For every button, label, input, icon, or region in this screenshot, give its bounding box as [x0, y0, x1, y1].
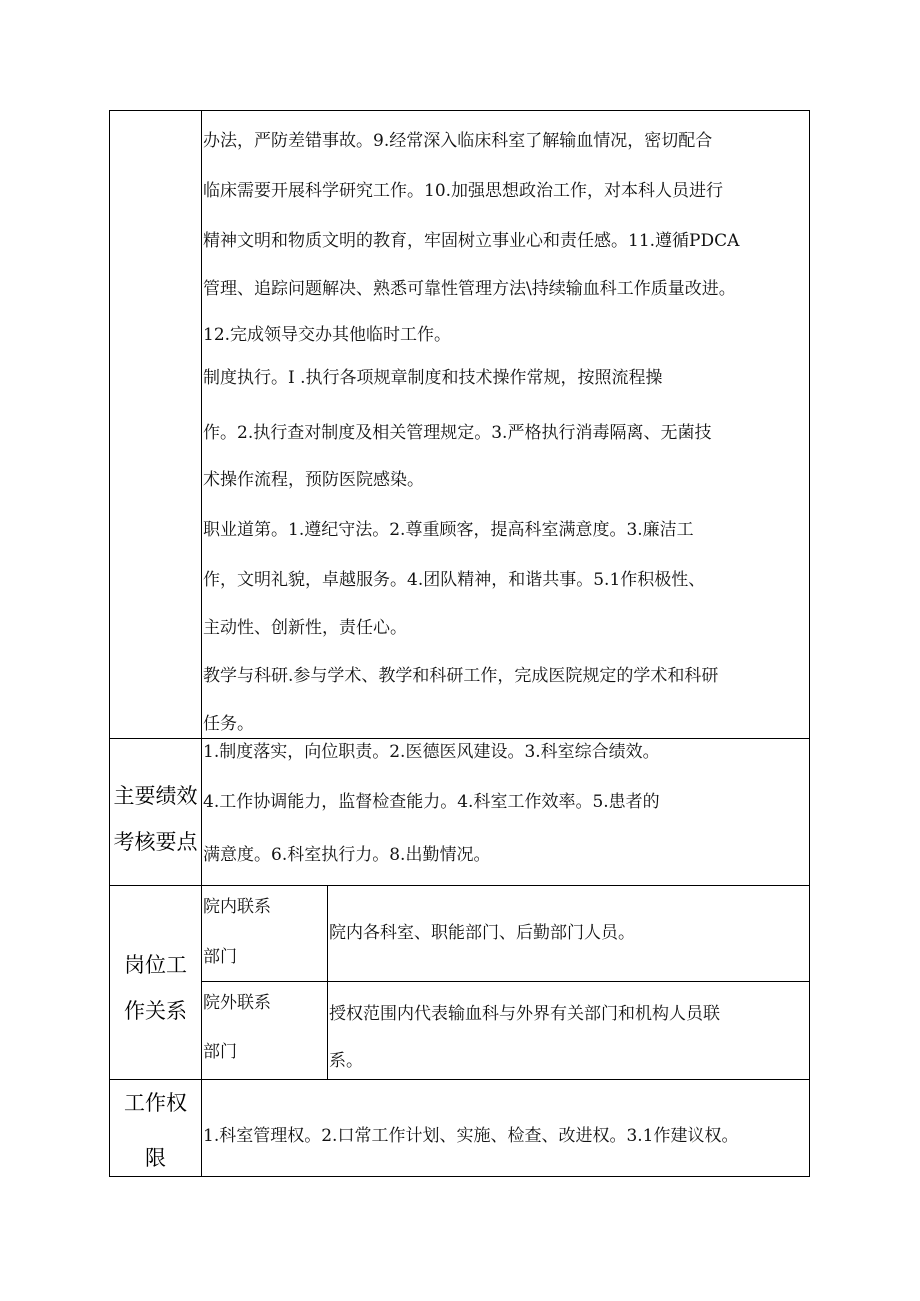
- performance-label: 主要绩效: [113, 784, 198, 808]
- ethics-line: 作，文明礼貌，卓越服务。4.团队精神，和谐共事。5.1作积极性、: [203, 570, 706, 590]
- relations-label: 岗位工: [124, 953, 187, 977]
- internal-contact-text: 院内各科室、职能部门、后勤部门人员。: [329, 923, 635, 943]
- external-contact-label: 院外联系: [203, 993, 271, 1013]
- duties-line: 精神文明和物质文明的教育，牢固树立事业心和责任感。11.遵循PDCA: [203, 231, 740, 251]
- performance-line: 1.制度落实，向位职责。2.医德医风建设。3.科室综合绩效。: [203, 742, 660, 762]
- relations-label: 作关系: [124, 999, 187, 1023]
- authority-label: 工作权: [124, 1091, 187, 1115]
- ethics-line: 职业道第。1.遵纪守法。2.尊重顾客，提高科室满意度。3.廉洁工: [203, 520, 694, 540]
- external-contact-text: 授权范围内代表输血科与外界有关部门和机构人员联: [329, 1004, 720, 1024]
- row-divider-duties: [110, 738, 810, 739]
- internal-contact-label: 院内联系: [203, 897, 271, 917]
- relations-column-divider: [327, 885, 328, 1079]
- performance-line: 4.工作协调能力，监督检查能力。4.科室工作效率。5.患者的: [203, 792, 660, 812]
- row-divider-performance: [110, 885, 810, 886]
- authority-label: 限: [145, 1146, 166, 1170]
- duties-line: 管理、追踪问题解决、熟悉可靠性管理方法\持续输血科工作质量改进。: [203, 279, 736, 299]
- performance-label: 考核要点: [113, 830, 198, 854]
- rules-execution-line: 作。2.执行查对制度及相关管理规定。3.严格执行消毒隔离、无菌技: [203, 423, 712, 443]
- performance-line: 满意度。6.科室执行力。8.出勤情况。: [203, 845, 491, 865]
- duties-line: 12.完成领导交办其他临时工作。: [203, 325, 452, 345]
- row-divider-relations: [110, 1079, 810, 1080]
- label-column-divider: [201, 111, 202, 1177]
- external-contact-text: 系。: [329, 1051, 363, 1071]
- teaching-research-line: 任务。: [203, 714, 254, 734]
- rules-execution-line: 术操作流程，预防医院感染。: [203, 470, 424, 490]
- rules-execution-line: 制度执行。I .执行各项规章制度和技术操作常规，按照流程操: [203, 368, 663, 388]
- duties-line: 办法，严防差错事故。9.经常深入临床科室了解输血情况，密切配合: [203, 131, 713, 151]
- teaching-research-line: 教学与科研.参与学术、教学和科研工作，完成医院规定的学术和科研: [203, 666, 719, 686]
- authority-text: 1.科室管理权。2.口常工作计划、实施、检查、改进权。3.1作建议权。: [203, 1126, 739, 1146]
- internal-contact-label: 部门: [203, 947, 237, 967]
- ethics-line: 主动性、创新性，责任心。: [203, 618, 407, 638]
- row-divider-relations-inner: [201, 981, 810, 982]
- duties-line: 临床需要开展科学研究工作。10.加强思想政治工作，对本科人员进行: [203, 181, 724, 201]
- external-contact-label: 部门: [203, 1042, 237, 1062]
